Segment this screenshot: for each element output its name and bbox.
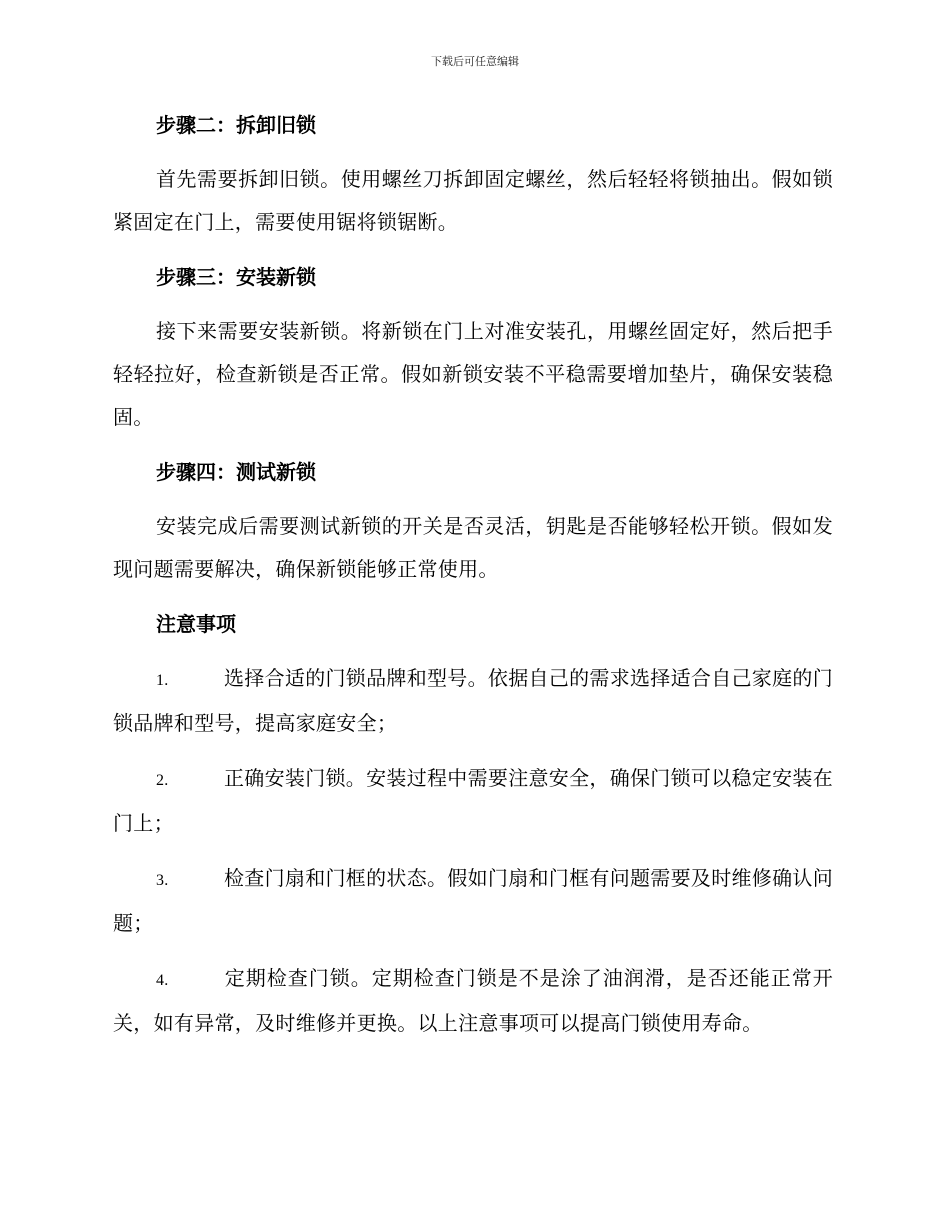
note-item-4 (113, 957, 833, 1045)
note-item-2 (113, 757, 833, 845)
note-item-1 (113, 657, 833, 745)
note-text: 正确安装门锁。安装过程中需要注意安全，确保门锁可以稳定安装在门上； (113, 766, 833, 835)
step2-heading: 步骤二：拆卸旧锁 (156, 113, 316, 137)
step3-heading: 步骤三：安装新锁 (156, 265, 316, 289)
document-body (113, 104, 833, 1057)
note-text: 选择合适的门锁品牌和型号。依据自己的需求选择适合自己家庭的门锁品牌和型号，提高家庭安全； (113, 666, 833, 735)
note-text: 定期检查门锁。定期检查门锁是不是涂了油润滑，是否还能正常开关，如有异常，及时维修并更换。以上注意事项可以提高门锁使用寿命。 (113, 966, 833, 1035)
step2-paragraph: 首先需要拆卸旧锁。使用螺丝刀拆卸固定螺丝，然后轻轻将锁抽出。假如锁紧固定在门上，需要使用锯将锁锯断。 (113, 167, 833, 234)
step4-paragraph: 安装完成后需要测试新锁的开关是否灵活，钥匙是否能够轻松开锁。假如发现问题需要解决，确保新锁能够正常使用。 (113, 514, 833, 581)
page-header: 下载后可任意编辑 (431, 55, 519, 68)
step3-paragraph: 接下来需要安装新锁。将新锁在门上对准安装孔，用螺丝固定好，然后把手轻轻拉好，检查新锁是否正常。假如新锁安装不平稳需要增加垫片，确保安装稳固。 (113, 319, 833, 429)
note-text: 检查门扇和门框的状态。假如门扇和门框有问题需要及时维修确认问题； (113, 866, 833, 935)
notes-heading: 注意事项 (156, 612, 236, 636)
step4-heading: 步骤四：测试新锁 (156, 460, 316, 484)
note-number: 3. (156, 872, 169, 889)
note-number: 2. (156, 772, 169, 789)
note-number: 1. (156, 672, 169, 689)
note-item-3 (113, 857, 833, 945)
note-number: 4. (156, 972, 169, 989)
